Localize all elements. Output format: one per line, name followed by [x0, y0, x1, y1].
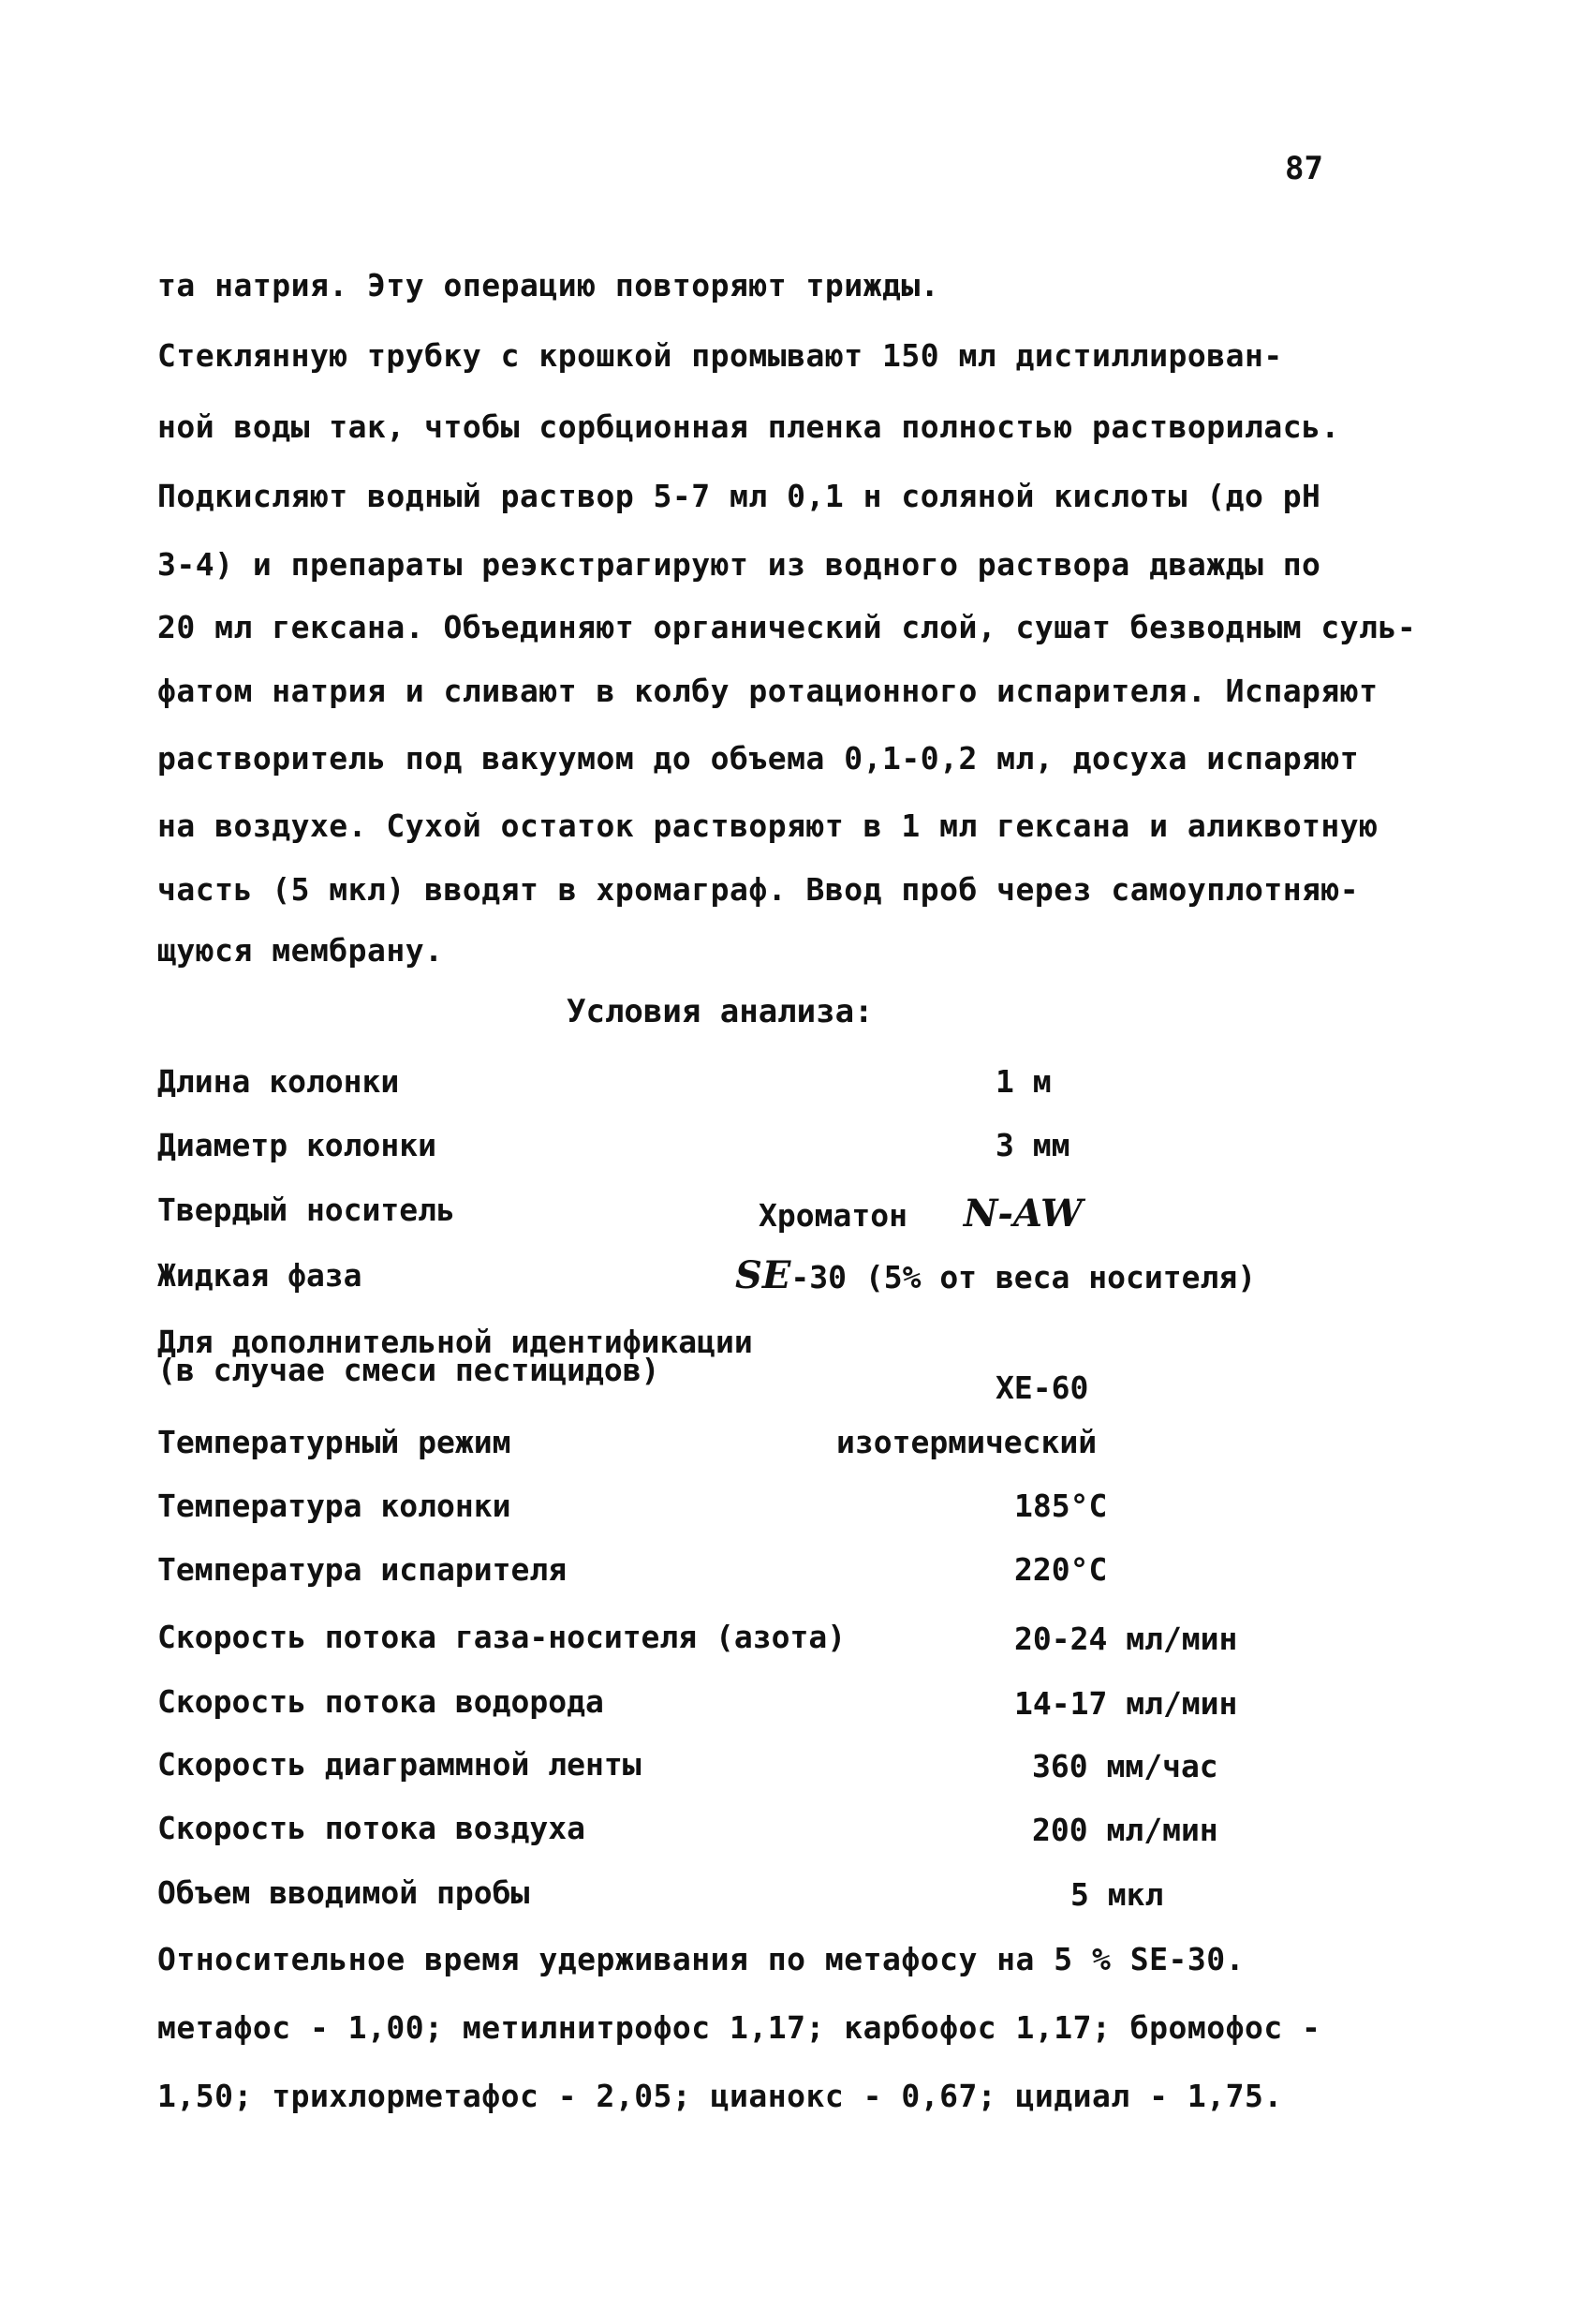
condition-value: 185°С: [1014, 1488, 1108, 1524]
text-line: та натрия. Эту операцию повторяют трижды.: [157, 267, 940, 303]
condition-value: 5 мкл: [1070, 1876, 1164, 1913]
text-line: растворитель под вакуумом до объема 0,1-0,2 мл, досуха испаряют: [157, 740, 1360, 777]
text-line: Стеклянную трубку с крошкой промывают 150 мл дистиллирован-: [157, 337, 1283, 374]
text-line: щуюся мембрану.: [157, 932, 444, 969]
condition-value: 14-17 мл/мин: [1014, 1685, 1238, 1722]
condition-label: Объем вводимой пробы: [157, 1874, 530, 1911]
condition-value-text: -30 (5% от веса носителя): [790, 1259, 1257, 1295]
condition-label: Скорость потока воздуха: [157, 1810, 585, 1846]
condition-value: 20-24 мл/мин: [1014, 1621, 1238, 1657]
text-line: ной воды так, чтобы сорбционная пленка полностью растворилась.: [157, 408, 1340, 445]
text-line: Подкисляют водный раствор 5-7 мл 0,1 н соляной кислоты (до рН: [157, 478, 1321, 514]
condition-label: Скорость потока газа-носителя (азота): [157, 1619, 847, 1655]
condition-label-line: Для дополнительной идентификации: [157, 1324, 753, 1360]
condition-label: Скорость потока водорода: [157, 1683, 604, 1720]
condition-label: Диаметр колонки: [157, 1127, 437, 1163]
text-line: на воздухе. Сухой остаток растворяют в 1 мл гексана и аликвотную: [157, 807, 1379, 844]
condition-label-line: (в случае смеси пестицидов): [157, 1352, 660, 1388]
condition-label: Скорость диаграммной ленты: [157, 1746, 642, 1783]
condition-value: [735, 1253, 1256, 1297]
condition-value: 360 мм/час: [1032, 1748, 1218, 1784]
condition-label: Твердый носитель: [157, 1192, 455, 1228]
condition-label: Температура колонки: [157, 1488, 511, 1524]
text-line: 3-4) и препараты реэкстрагируют из водного раствора дважды по: [157, 546, 1321, 583]
text-line: фатом натрия и сливают в колбу ротационного испарителя. Испаряют: [157, 673, 1379, 709]
condition-value: 1 м: [996, 1063, 1052, 1100]
text-line: 1,50; трихлорметафос - 2,05; цианокс - 0,67; цидиал - 1,75.: [157, 2078, 1283, 2114]
page-number: 87: [1285, 150, 1323, 187]
condition-value: 220°С: [1014, 1551, 1108, 1588]
condition-label: Длина колонки: [157, 1063, 400, 1100]
condition-label: Жидкая фаза: [157, 1257, 362, 1294]
conditions-title: Условия анализа:: [567, 993, 874, 1030]
condition-value: [759, 1192, 1083, 1236]
condition-label: [157, 1324, 753, 1388]
condition-value: ХЕ-60: [996, 1369, 1089, 1406]
condition-value: изотермический: [836, 1424, 1098, 1460]
condition-value-text: Хроматон: [759, 1197, 907, 1234]
text-line: Относительное время удерживания по метафосу на 5 % SE-30.: [157, 1941, 1245, 1977]
text-line: метафос - 1,00; метилнитрофос 1,17; карбофос 1,17; бромофос -: [157, 2009, 1321, 2046]
text-line: 20 мл гексана. Объединяют органический слой, сушат безводным суль-: [157, 609, 1417, 645]
condition-value: 200 мл/мин: [1032, 1812, 1218, 1848]
condition-value: 3 мм: [996, 1127, 1070, 1163]
handwritten-annotation: N-AW: [963, 1192, 1083, 1236]
handwritten-annotation: SE: [735, 1253, 791, 1297]
text-line: часть (5 мкл) вводят в хромаграф. Ввод проб через самоуплотняю-: [157, 871, 1360, 908]
condition-label: Температура испарителя: [157, 1551, 568, 1588]
condition-label: Температурный режим: [157, 1424, 511, 1460]
